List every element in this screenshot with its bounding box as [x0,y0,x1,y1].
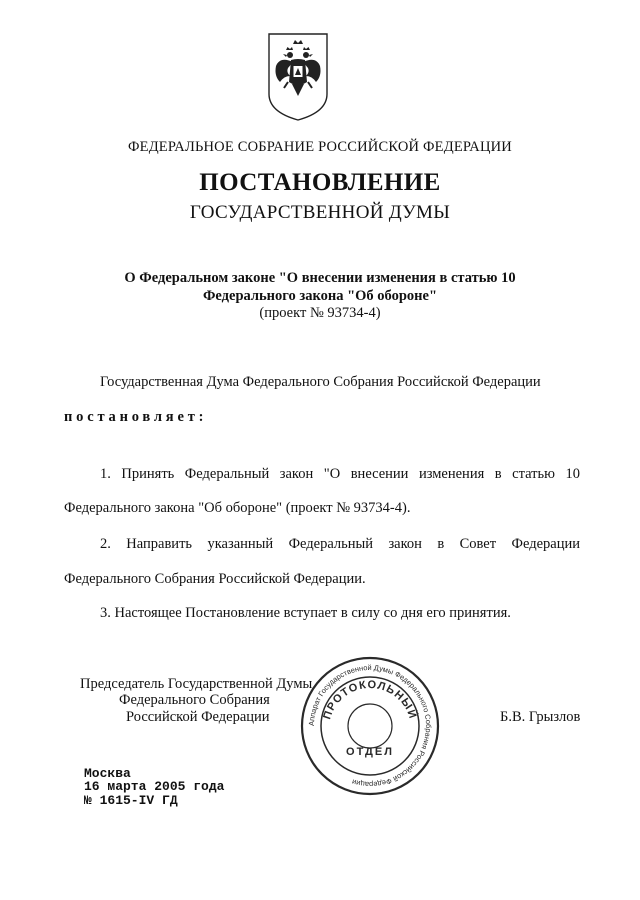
title-line-1: О Федеральном законе "О внесении изменения в статью 10 [124,270,516,286]
item-1-line-2: Федерального закона "Об обороне" (проект № 93734-4). [64,500,411,516]
document-number: № 1615-IV ГД [84,793,178,808]
item-3: 3. Настоящее Постановление вступает в силу со дня его принятия. [100,605,511,621]
title-line-2: Федерального закона "Об обороне" [202,288,438,304]
item-1-line-1: 1. Принять Федеральный закон "О внесении изменения в статью 10 [100,466,580,482]
intro-text: Государственная Дума Федерального Собрания Российской Федерации [100,374,541,390]
city: Москва [84,766,131,781]
resolves-text: постановляет: [64,409,208,425]
emblem-icon [266,32,330,122]
document-subtype: ГОСУДАРСТВЕННОЙ ДУМЫ [189,202,451,223]
signer-position-line-1: Председатель Государственной Думы [80,676,313,692]
stamp-inner-text: ПРОТОКОЛЬНЫЙ [321,678,419,721]
item-2-line-2: Федерального Собрания Российской Федерации. [64,571,366,587]
project-number: (проект № 93734-4) [259,305,381,321]
signer-position-line-3: Российской Федерации [126,709,270,725]
stamp-center-text: ОТДЕЛ [346,746,394,758]
item-2-line-1: 2. Направить указанный Федеральный закон в Совет Федерации [100,536,580,552]
signer-position-line-2: Федерального Собрания [119,692,270,708]
date: 16 марта 2005 года [84,779,225,794]
document-type: ПОСТАНОВЛЕНИЕ [199,169,441,196]
stamp-outer-text: Аппарат Государственной Думы Федерального Собрания Российской Федерации [306,662,434,790]
organization-heading: ФЕДЕРАЛЬНОЕ СОБРАНИЕ РОССИЙСКОЙ ФЕДЕРАЦИИ [128,139,512,155]
stamp-seal [299,655,441,797]
signer-name: Б.В. Грызлов [500,709,581,725]
